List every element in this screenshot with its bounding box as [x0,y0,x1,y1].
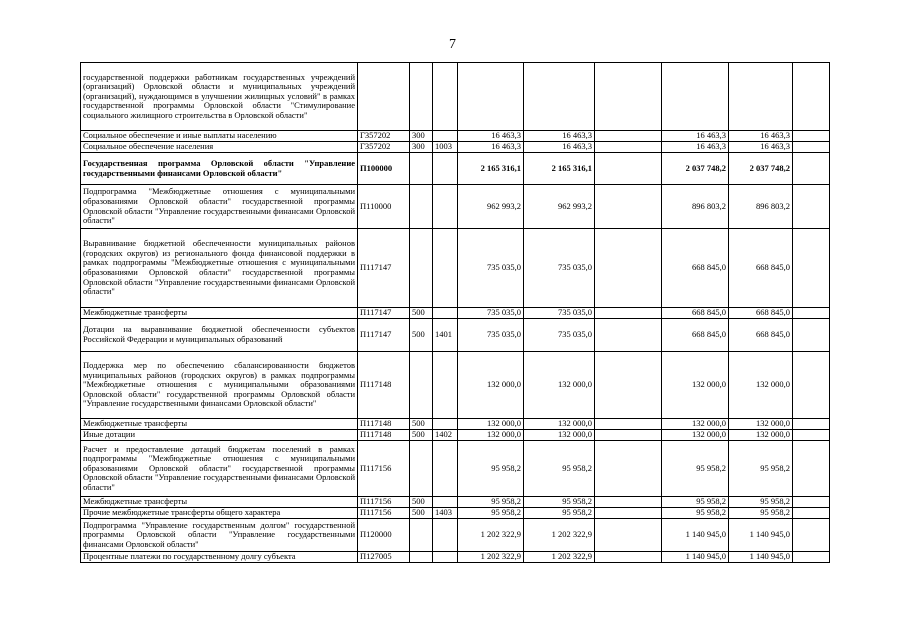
row-name-cell: Иные дотации [81,430,358,441]
amount-cell-5: 1 140 945,0 [729,552,793,563]
amount-cell-5: 16 463,3 [729,131,793,142]
section-code-cell [433,497,458,508]
amount-cell-2: 962 993,2 [524,185,595,229]
amount-cell-5: 95 958,2 [729,497,793,508]
empty-cell [793,430,830,441]
amount-cell-4: 668 845,0 [662,319,729,352]
amount-cell-2: 132 000,0 [524,352,595,419]
target-code-cell: П117148 [358,352,410,419]
amount-cell-1: 735 035,0 [458,308,524,319]
target-code-cell: П117147 [358,308,410,319]
row-name-cell: государственной поддержки работникам государственных учреждений (организаций) Орловской области и муниципальных учреждений (организаций), нуждающимся в улучшении жилищных условий" в рамках государственной программы Орловской области "Стимулирование социального жилищного строительства в Орловской области" [81,63,358,131]
row-name-cell: Социальное обеспечение и иные выплаты населению [81,131,358,142]
section-code-cell [433,352,458,419]
amount-cell-1: 962 993,2 [458,185,524,229]
empty-cell [793,508,830,519]
empty-cell [793,319,830,352]
amount-cell-4: 1 140 945,0 [662,519,729,552]
row-name-cell: Выравнивание бюджетной обеспеченности муниципальных районов (городских округов) из регионального фонда финансовой поддержки в рамках подпрограммы "Межбюджетные отношения с муниципальными образованиями Орловской области" государственной программы Орловской области "Управление государственными финансами Орловской области" [81,229,358,308]
table-row [81,142,830,153]
amount-cell-4: 95 958,2 [662,441,729,497]
table-row [81,185,830,229]
amount-cell-3 [595,63,662,131]
amount-cell-5: 1 140 945,0 [729,519,793,552]
expense-type-cell [410,185,433,229]
target-code-cell: П120000 [358,519,410,552]
amount-cell-1 [458,63,524,131]
budget-table [80,62,830,563]
amount-cell-1: 16 463,3 [458,131,524,142]
amount-cell-4: 2 037 748,2 [662,153,729,185]
amount-cell-4: 132 000,0 [662,419,729,430]
amount-cell-1: 1 202 322,9 [458,552,524,563]
table-row [81,63,830,131]
amount-cell-3 [595,131,662,142]
empty-cell [793,419,830,430]
amount-cell-3 [595,552,662,563]
target-code-cell: Г357202 [358,131,410,142]
row-name-cell: Процентные платежи по государственному долгу субъекта [81,552,358,563]
amount-cell-3 [595,352,662,419]
amount-cell-3 [595,419,662,430]
target-code-cell: П117156 [358,497,410,508]
empty-cell [793,131,830,142]
empty-cell [793,352,830,419]
amount-cell-5: 95 958,2 [729,441,793,497]
section-code-cell [433,308,458,319]
amount-cell-4 [662,63,729,131]
amount-cell-1: 735 035,0 [458,229,524,308]
amount-cell-5: 668 845,0 [729,308,793,319]
row-name-cell: Социальное обеспечение населения [81,142,358,153]
empty-cell [793,185,830,229]
row-name-cell: Поддержка мер по обеспечению сбалансированности бюджетов муниципальных районов (городских округов) в рамках подпрограммы "Межбюджетные отношения с муниципальными образованиями Орловской области" государственной программы Орловской области "Управление государственными финансами Орловской области" [81,352,358,419]
amount-cell-3 [595,319,662,352]
table-row [81,308,830,319]
amount-cell-2: 132 000,0 [524,419,595,430]
empty-cell [793,142,830,153]
amount-cell-5: 668 845,0 [729,319,793,352]
amount-cell-3 [595,519,662,552]
amount-cell-3 [595,308,662,319]
expense-type-cell: 500 [410,430,433,441]
row-name-cell: Межбюджетные трансферты [81,497,358,508]
section-code-cell [433,419,458,430]
amount-cell-4: 1 140 945,0 [662,552,729,563]
expense-type-cell [410,153,433,185]
row-name-cell: Межбюджетные трансферты [81,308,358,319]
amount-cell-2: 95 958,2 [524,441,595,497]
table-row [81,153,830,185]
amount-cell-2: 735 035,0 [524,308,595,319]
table-row [81,319,830,352]
amount-cell-5: 2 037 748,2 [729,153,793,185]
row-name-cell: Государственная программа Орловской области "Управление государственными финансами Орловской области" [81,153,358,185]
amount-cell-5: 16 463,3 [729,142,793,153]
amount-cell-2: 16 463,3 [524,142,595,153]
target-code-cell: П117147 [358,319,410,352]
target-code-cell: П117156 [358,508,410,519]
amount-cell-4: 132 000,0 [662,352,729,419]
empty-cell [793,497,830,508]
target-code-cell: П117156 [358,441,410,497]
amount-cell-3 [595,508,662,519]
amount-cell-1: 2 165 316,1 [458,153,524,185]
amount-cell-1: 95 958,2 [458,497,524,508]
section-code-cell [433,229,458,308]
target-code-cell: П100000 [358,153,410,185]
table-row [81,552,830,563]
amount-cell-3 [595,430,662,441]
expense-type-cell: 300 [410,131,433,142]
expense-type-cell [410,552,433,563]
amount-cell-3 [595,142,662,153]
table-row [81,497,830,508]
table-body [81,63,830,563]
table-row [81,131,830,142]
section-code-cell [433,131,458,142]
section-code-cell [433,63,458,131]
row-name-cell: Прочие межбюджетные трансферты общего характера [81,508,358,519]
target-code-cell: П117148 [358,419,410,430]
amount-cell-5: 668 845,0 [729,229,793,308]
row-name-cell: Расчет и предоставление дотаций бюджетам поселений в рамках подпрограммы "Межбюджетные отношения с муниципальными образованиями Орловской области" государственной программы Орловской области "Управление государственными финансами Орловской области" [81,441,358,497]
row-name-cell: Дотации на выравнивание бюджетной обеспеченности субъектов Российской Федерации и муниципальных образований [81,319,358,352]
amount-cell-1: 132 000,0 [458,352,524,419]
section-code-cell [433,552,458,563]
amount-cell-3 [595,441,662,497]
section-code-cell [433,519,458,552]
amount-cell-1: 95 958,2 [458,441,524,497]
amount-cell-3 [595,185,662,229]
amount-cell-2: 16 463,3 [524,131,595,142]
empty-cell [793,519,830,552]
expense-type-cell: 500 [410,508,433,519]
amount-cell-4: 668 845,0 [662,229,729,308]
page-number: 7 [449,37,456,52]
target-code-cell: П117148 [358,430,410,441]
amount-cell-4: 668 845,0 [662,308,729,319]
amount-cell-4: 16 463,3 [662,142,729,153]
target-code-cell: П117147 [358,229,410,308]
amount-cell-1: 132 000,0 [458,430,524,441]
table-row [81,508,830,519]
expense-type-cell: 500 [410,308,433,319]
expense-type-cell: 500 [410,319,433,352]
amount-cell-3 [595,229,662,308]
amount-cell-1: 1 202 322,9 [458,519,524,552]
empty-cell [793,153,830,185]
amount-cell-2: 95 958,2 [524,508,595,519]
amount-cell-4: 132 000,0 [662,430,729,441]
amount-cell-2: 1 202 322,9 [524,552,595,563]
empty-cell [793,63,830,131]
expense-type-cell: 500 [410,497,433,508]
amount-cell-1: 735 035,0 [458,319,524,352]
amount-cell-3 [595,497,662,508]
section-code-cell: 1003 [433,142,458,153]
expense-type-cell: 300 [410,142,433,153]
section-code-cell: 1402 [433,430,458,441]
amount-cell-3 [595,153,662,185]
expense-type-cell [410,519,433,552]
section-code-cell [433,153,458,185]
amount-cell-2: 1 202 322,9 [524,519,595,552]
table-row [81,352,830,419]
target-code-cell [358,63,410,131]
amount-cell-2: 735 035,0 [524,229,595,308]
amount-cell-5: 95 958,2 [729,508,793,519]
row-name-cell: Подпрограмма "Управление государственным долгом" государственной программы Орловской области "Управление государственными финансами Орловской области" [81,519,358,552]
section-code-cell [433,441,458,497]
amount-cell-2: 132 000,0 [524,430,595,441]
amount-cell-4: 95 958,2 [662,497,729,508]
section-code-cell [433,185,458,229]
expense-type-cell: 500 [410,419,433,430]
amount-cell-5: 132 000,0 [729,419,793,430]
empty-cell [793,441,830,497]
amount-cell-4: 896 803,2 [662,185,729,229]
amount-cell-2: 735 035,0 [524,319,595,352]
table-row [81,441,830,497]
row-name-cell: Подпрограмма "Межбюджетные отношения с муниципальными образованиями Орловской области" государственной программы Орловской области "Управление государственными финансами Орловской области" [81,185,358,229]
amount-cell-5: 132 000,0 [729,352,793,419]
empty-cell [793,229,830,308]
amount-cell-5: 896 803,2 [729,185,793,229]
amount-cell-2 [524,63,595,131]
amount-cell-4: 16 463,3 [662,131,729,142]
table-row [81,419,830,430]
table-row [81,229,830,308]
empty-cell [793,308,830,319]
table-row [81,519,830,552]
amount-cell-5: 132 000,0 [729,430,793,441]
amount-cell-4: 95 958,2 [662,508,729,519]
table-row [81,430,830,441]
target-code-cell: П110000 [358,185,410,229]
amount-cell-1: 132 000,0 [458,419,524,430]
row-name-cell: Межбюджетные трансферты [81,419,358,430]
amount-cell-2: 95 958,2 [524,497,595,508]
empty-cell [793,552,830,563]
target-code-cell: Г357202 [358,142,410,153]
target-code-cell: П127005 [358,552,410,563]
expense-type-cell [410,229,433,308]
amount-cell-5 [729,63,793,131]
section-code-cell: 1401 [433,319,458,352]
amount-cell-1: 95 958,2 [458,508,524,519]
amount-cell-2: 2 165 316,1 [524,153,595,185]
expense-type-cell [410,441,433,497]
amount-cell-1: 16 463,3 [458,142,524,153]
section-code-cell: 1403 [433,508,458,519]
expense-type-cell [410,352,433,419]
expense-type-cell [410,63,433,131]
